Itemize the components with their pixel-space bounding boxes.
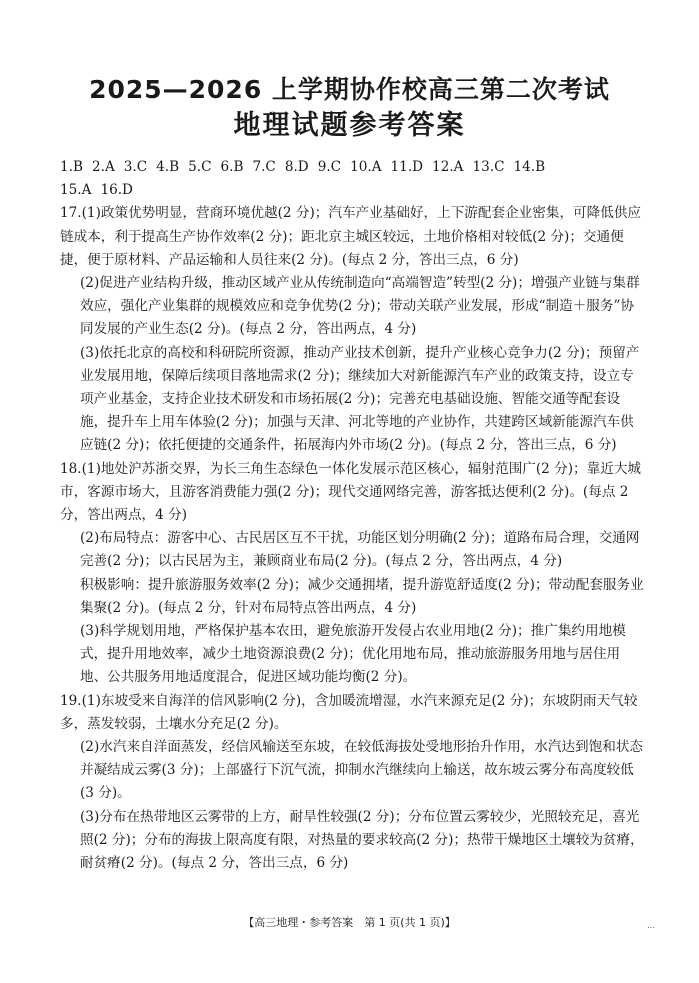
- choice-answer: 16.D: [100, 182, 133, 199]
- answer-part-2: (2)布局特点：游客中心、古民居区互不干扰，功能区划分明确(2 分)；道路布局合理，交通网完善(2 分)；以古民居为主，兼顾商业布局(2 分)。(每点 2 分，答出两点，4 分): [80, 530, 640, 570]
- answer-part-2-impact: 积极影响：提升旅游服务效率(2 分)；减少交通拥堵，提升游览舒适度(2 分)；带动配套服务业集聚(2 分)。(每点 2 分，针对布局特点答出两点，4 分): [80, 576, 644, 616]
- choice-answer: 7.C: [252, 159, 276, 175]
- answer-part-3: (3)科学规划用地，严格保护基本农田，避免旅游开发侵占农业用地(2 分)；推广集约用地模式，提升用地效率，减少土地资源浪费(2 分)；优化用地布局，推动旅游服务用地与居住用地、公共服务用地适度混合，促进区域功能均衡(2 分)。: [80, 623, 626, 686]
- question-number: 19.: [60, 692, 82, 709]
- answer-part-1: (1)东坡受来自海洋的信风影响(2 分)，含加暖流增湿，水汽来源充足(2 分)；东坡阴雨天气较多，蒸发较弱，土壤水分充足(2 分)。: [60, 692, 638, 732]
- choice-answer: 10.A: [350, 159, 382, 175]
- choice-answer: 1.B: [60, 159, 83, 175]
- corner-mark: …: [647, 921, 655, 930]
- choice-answer: 4.B: [156, 159, 180, 175]
- answer-part-2: (2)促进产业结构升级，推动区域产业从传统制造向“高端智造”转型(2 分)；增强产业链与集群效应，强化产业集群的规模效应和竞争优势(2 分)；带动关联产业发展，形成“制造＋服务”协同发展的产业生态(2 分)。(每点 2 分，答出两点，4 分): [80, 275, 640, 338]
- choice-answer: 8.D: [284, 159, 309, 175]
- answer-part-3: (3)分布在热带地区云雾带的上方，耐旱性较强(2 分)；分布位置云雾较少，光照较充足，喜光照(2 分)；分布的海拔上限高度有限，对热量的要求较高(2 分)；热带干燥地区土壤较为贫瘠，耐贫瘠(2 分)。(每点 2 分，答出三点，6 分): [80, 808, 644, 872]
- choice-answer: 13.C: [472, 159, 505, 175]
- question-18: [60, 458, 644, 690]
- answer-content: [60, 156, 644, 875]
- answer-key-title: 地理试题参考答案: [233, 110, 466, 141]
- exam-title: 2025—2026 上学期协作校高三第二次考试: [89, 75, 610, 104]
- choice-answer: 9.C: [317, 159, 342, 175]
- choice-answer: 15.A: [60, 182, 92, 199]
- answer-part-1: (1)地处沪苏浙交界，为长三角生态绿色一体化发展示范区核心，辐射范围广(2 分)；靠近大城市，客源市场大，且游客消费能力强(2 分)；现代交通网络完善，游客抵达便利(2 分)。(每点 2 分，答出两点，4 分): [60, 460, 642, 524]
- answer-part-3: (3)依托北京的高校和科研院所资源，推动产业技术创新，提升产业核心竞争力(2 分)；预留产业发展用地，保障后续项目落地需求(2 分)；继续加大对新能源汽车产业的政策支持，设立专项产业基金，支持企业技术研发和市场拓展(2 分)；完善充电基础设施、智能交通等配套设施，提升车上用车体验(2 分)；加强与天津、河北等地的产业协作，共建跨区域新能源汽车供应链(2 分)；依托便捷的交通条件，拓展海内外市场(2 分)。(每点 2 分，答出三点，6 分): [80, 344, 640, 454]
- answer-part-1: (1)政策优势明显，营商环境优越(2 分)；汽车产业基础好，上下游配套企业密集，可降低供应链成本，利于提高生产协作效率(2 分)；距北京主城区较远，土地价格相对较低(2 分)；交通便捷，便于原材料、产品运输和人员往来(2 分)。(每点 2 分，答出三点，6 分): [60, 205, 642, 268]
- choice-answer: 3.C: [123, 159, 148, 175]
- page-footer: 【高三地理・参考答案 第 1 页(共 1 页)】: [243, 916, 456, 929]
- question-number: 17.: [60, 205, 82, 222]
- multiple-choice-answers: [60, 156, 644, 202]
- choice-answer: 14.B: [513, 159, 546, 175]
- choice-answer: 12.A: [432, 159, 464, 175]
- choice-answer: 11.D: [390, 159, 424, 175]
- question-number: 18.: [60, 460, 82, 477]
- choice-answer: 2.A: [91, 159, 115, 175]
- answer-part-2: (2)水汽来自洋面蒸发，经信风输送至东坡，在较低海拔处受地形抬升作用，水汽达到饱和状态并凝结成云雾(3 分)；上部盛行下沉气流，抑制水汽继续向上输送，故东坡云雾分布高度较低(3 分)。: [80, 739, 644, 802]
- choice-answer: 5.C: [188, 159, 212, 175]
- choice-answer: 6.B: [220, 159, 244, 175]
- question-17: [60, 202, 644, 457]
- question-19: [60, 690, 644, 876]
